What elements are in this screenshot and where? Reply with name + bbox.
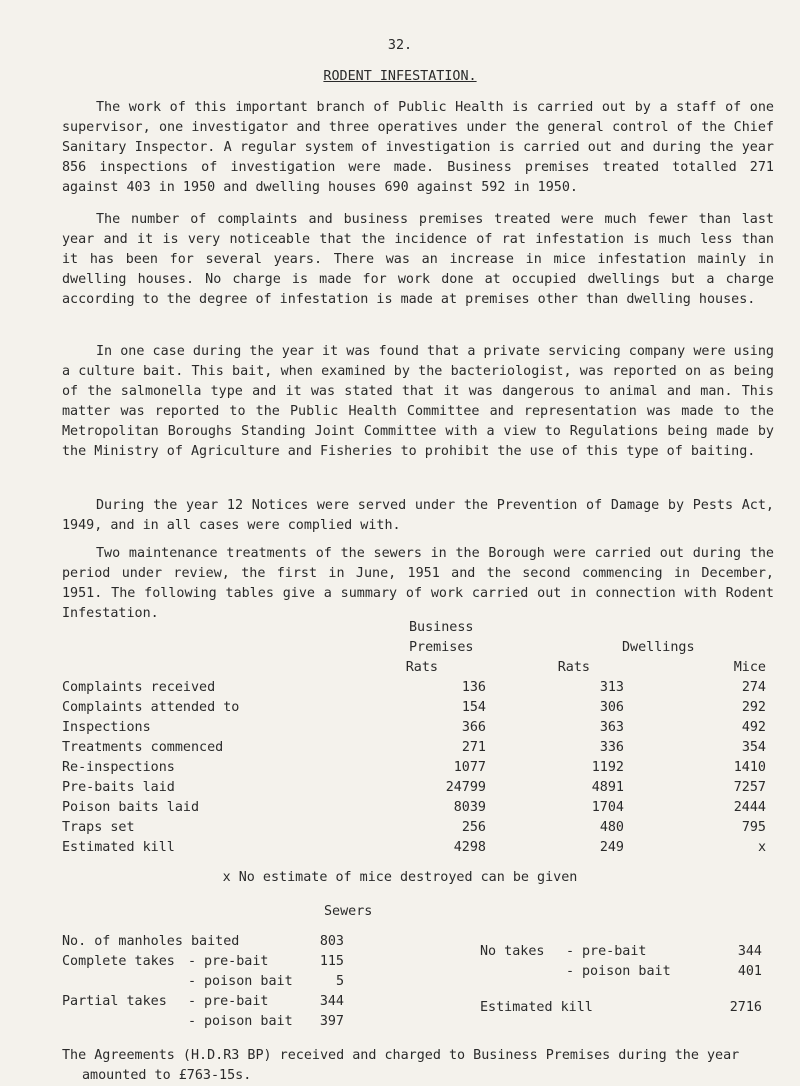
poison-bait-label: poison bait [582, 964, 671, 979]
dwelling-rats-value: 4891 [591, 780, 624, 795]
paragraph-text: The number of complaints and business premises treated were much fewer than last year and it is very noticeable that the incidence of rat infestation is much less than it has been for several years. There was an increase in mice infestation mainly in dwelling houses. No charge is made for work done at occupied dwellings but a charge according to the degree of infestation is made at premises other than dwelling houses. [62, 212, 774, 307]
pre-bait-label: pre-bait [582, 944, 647, 959]
row-label: Complaints received [62, 680, 216, 695]
business-rats-value: 271 [461, 740, 486, 755]
table-row [62, 758, 772, 778]
sewers-title: Sewers [324, 904, 373, 919]
header-premises: Premises [409, 640, 474, 655]
manholes-value: 803 [319, 934, 344, 949]
dash: - [188, 974, 197, 989]
mice-value: 492 [741, 720, 766, 735]
business-rats-value: 154 [461, 700, 486, 715]
paragraph-text: Two maintenance treatments of the sewers in the Borough were carried out during the period under review, the first in June, 1951 and the second commencing in December, 1951. The following tables give a summary of work carried out in connection with Rodent Infestation. [62, 546, 774, 621]
business-rats-value: 256 [461, 820, 486, 835]
paragraph-text: The work of this important branch of Public Health is carried out by a staff of one supervisor, one investigator and three operatives under the general control of the Chief Sanitary Inspector. A regular system of investigation is carried out and during the year 856 inspections of investigation were made. Business premises treated totalled 271 against 403 in 1950 and dwelling houses 690 against 592 in 1950. [62, 100, 774, 195]
table-row [62, 818, 772, 838]
paragraph-culture-bait [62, 342, 774, 462]
dwelling-rats-value: 363 [599, 720, 624, 735]
no-takes-label: No takes [480, 944, 545, 959]
mice-value: 1410 [733, 760, 766, 775]
business-rats-value: 366 [461, 720, 486, 735]
mice-value: 7257 [733, 780, 766, 795]
complete-takes-label: Complete takes [62, 954, 175, 969]
header-mice: Mice [733, 660, 766, 675]
table-row [62, 718, 772, 738]
complete-poison-value: 5 [335, 974, 344, 989]
paragraph-text: The Agreements (H.D.R3 BP) received and charged to Business Premises during the year amounted to £763-15s. [62, 1048, 740, 1083]
header-rats-dwellings: Rats [557, 660, 590, 675]
paragraph-notices [62, 496, 774, 536]
header-business: Business [409, 620, 474, 635]
paragraph-text: During the year 12 Notices were served under the Prevention of Damage by Pests Act, 1949, and in all cases were complied with. [62, 498, 774, 533]
no-takes-pre-value: 344 [737, 944, 762, 959]
header-dwellings: Dwellings [622, 640, 695, 655]
dash: - [566, 964, 575, 979]
row-label: Traps set [62, 820, 135, 835]
mice-value: 795 [741, 820, 766, 835]
table-row [62, 738, 772, 758]
no-takes-poison-value: 401 [737, 964, 762, 979]
table-row [62, 798, 772, 818]
dash: - [566, 944, 575, 959]
table-footnote: x No estimate of mice destroyed can be given [222, 870, 578, 885]
row-label: Complaints attended to [62, 700, 240, 715]
dwelling-rats-value: 1192 [591, 760, 624, 775]
complete-pre-value: 115 [319, 954, 344, 969]
dwelling-rats-value: 249 [599, 840, 624, 855]
table-row [62, 778, 772, 798]
estimated-kill-value: 2716 [729, 1000, 762, 1015]
business-rats-value: 8039 [453, 800, 486, 815]
mice-value: 2444 [733, 800, 766, 815]
dash: - [188, 994, 197, 1009]
row-label: Treatments commenced [62, 740, 224, 755]
dwelling-rats-value: 1704 [591, 800, 624, 815]
table-row [62, 678, 772, 698]
business-rats-value: 136 [461, 680, 486, 695]
row-label: Estimated kill [62, 840, 175, 855]
poison-bait-label: poison bait [204, 974, 293, 989]
row-label: Poison baits laid [62, 800, 200, 815]
pre-bait-label: pre-bait [204, 994, 269, 1009]
partial-takes-label: Partial takes [62, 994, 167, 1009]
mice-value: 274 [741, 680, 766, 695]
dwelling-rats-value: 306 [599, 700, 624, 715]
page-number: 32. [387, 38, 413, 53]
partial-poison-value: 397 [319, 1014, 344, 1029]
section-heading: RODENT INFESTATION. [323, 69, 477, 84]
mice-value: 354 [741, 740, 766, 755]
table-row [62, 698, 772, 718]
paragraph-staff [62, 98, 774, 198]
business-rats-value: 4298 [453, 840, 486, 855]
dwelling-rats-value: 336 [599, 740, 624, 755]
dwelling-rats-value: 480 [599, 820, 624, 835]
business-rats-value: 1077 [453, 760, 486, 775]
row-label: Pre-baits laid [62, 780, 175, 795]
row-label: Re-inspections [62, 760, 175, 775]
paragraph-text: In one case during the year it was found that a private servicing company were using a culture bait. This bait, when examined by the bacteriologist, was reported on as being of the salmonella type and it was stated that it was dangerous to animal and man. This matter was reported to the Public Health Committee and representation was made to the Metropolitan Boroughs Standing Joint Committee with a view to Regulations being made by the Ministry of Agriculture and Fisheries to prohibit the use of this type of baiting. [62, 344, 774, 459]
business-rats-value: 24799 [445, 780, 486, 795]
row-label: Inspections [62, 720, 151, 735]
closing-paragraph [62, 1046, 742, 1086]
dash: - [188, 1014, 197, 1029]
paragraph-complaints [62, 210, 774, 310]
estimated-kill-label: Estimated kill [480, 1000, 593, 1015]
paragraph-sewers [62, 544, 774, 624]
pre-bait-label: pre-bait [204, 954, 269, 969]
header-rats-business: Rats [405, 660, 438, 675]
poison-bait-label: poison bait [204, 1014, 293, 1029]
dash: - [188, 954, 197, 969]
mice-value: 292 [741, 700, 766, 715]
mice-value: x [757, 840, 766, 855]
dwelling-rats-value: 313 [599, 680, 624, 695]
partial-pre-value: 344 [319, 994, 344, 1009]
table-row [62, 838, 772, 858]
manholes-label: No. of manholes baited [62, 934, 240, 949]
